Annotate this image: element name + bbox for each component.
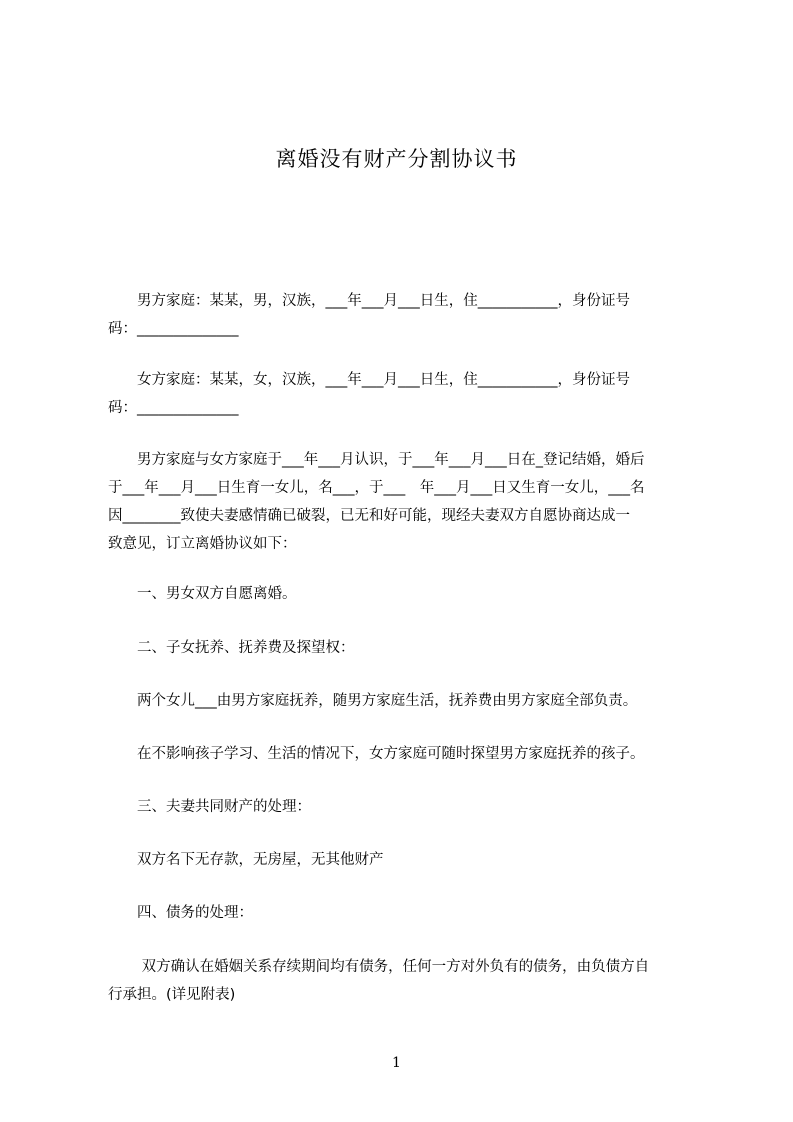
- text-line: 行承担。(详见附表): [108, 987, 236, 1003]
- text-line: 女方家庭：某某，女，汉族，___年___月___日生，住___________，身份证号: [108, 372, 630, 388]
- text-line: 男方家庭：某某，男，汉族，___年___月___日生，住___________，身份证号: [108, 293, 630, 309]
- text-line: 双方确认在婚姻关系存续期间均有债务，任何一方对外负有的债务，由负债方自: [108, 959, 650, 975]
- text-line: 双方名下无存款，无房屋，无其他财产: [108, 852, 384, 868]
- text-line: 二、子女抚养、抚养费及探望权：: [108, 640, 355, 656]
- paragraph-female-party: [108, 366, 701, 422]
- paragraph-visitation: [108, 740, 701, 768]
- text-line: 四、债务的处理：: [108, 905, 253, 921]
- text-line: 致意见，订立离婚协议如下：: [108, 536, 297, 552]
- paragraph-property: [108, 846, 701, 874]
- text-line: 在不影响孩子学习、生活的情况下，女方家庭可随时探望男方家庭抚养的孩子。: [108, 746, 645, 762]
- text-line: 三、夫妻共同财产的处理：: [108, 799, 311, 815]
- paragraph-male-party: [108, 287, 701, 343]
- clause-2-heading: [108, 634, 701, 662]
- clause-3-heading: [108, 793, 701, 821]
- paragraph-debts: [108, 953, 701, 1009]
- paragraph-marriage-history: [108, 446, 701, 558]
- text-line: 码：______________: [108, 400, 239, 416]
- text-line: 因________致使夫妻感情确已破裂，已无和好可能，现经夫妻双方自愿协商达成一: [108, 508, 630, 524]
- text-line: 两个女儿___由男方家庭抚养，随男方家庭生活，抚养费由男方家庭全部负责。: [108, 693, 638, 709]
- clause-1-heading: [108, 580, 701, 608]
- paragraph-custody: [108, 687, 701, 715]
- text-line: 一、男女双方自愿离婚。: [108, 586, 297, 602]
- document-title: 离婚没有财产分割协议书: [275, 147, 518, 171]
- text-line: 于___年___月___日生育一女儿，名___，于___ 年___月___日又生育一女儿，___名: [108, 480, 645, 496]
- text-line: 男方家庭与女方家庭于___年___月认识，于___年___月___日在_登记结婚，婚后: [108, 452, 645, 468]
- text-line: 码：______________: [108, 321, 239, 337]
- clause-4-heading: [108, 899, 701, 927]
- page-number: 1: [392, 1055, 401, 1071]
